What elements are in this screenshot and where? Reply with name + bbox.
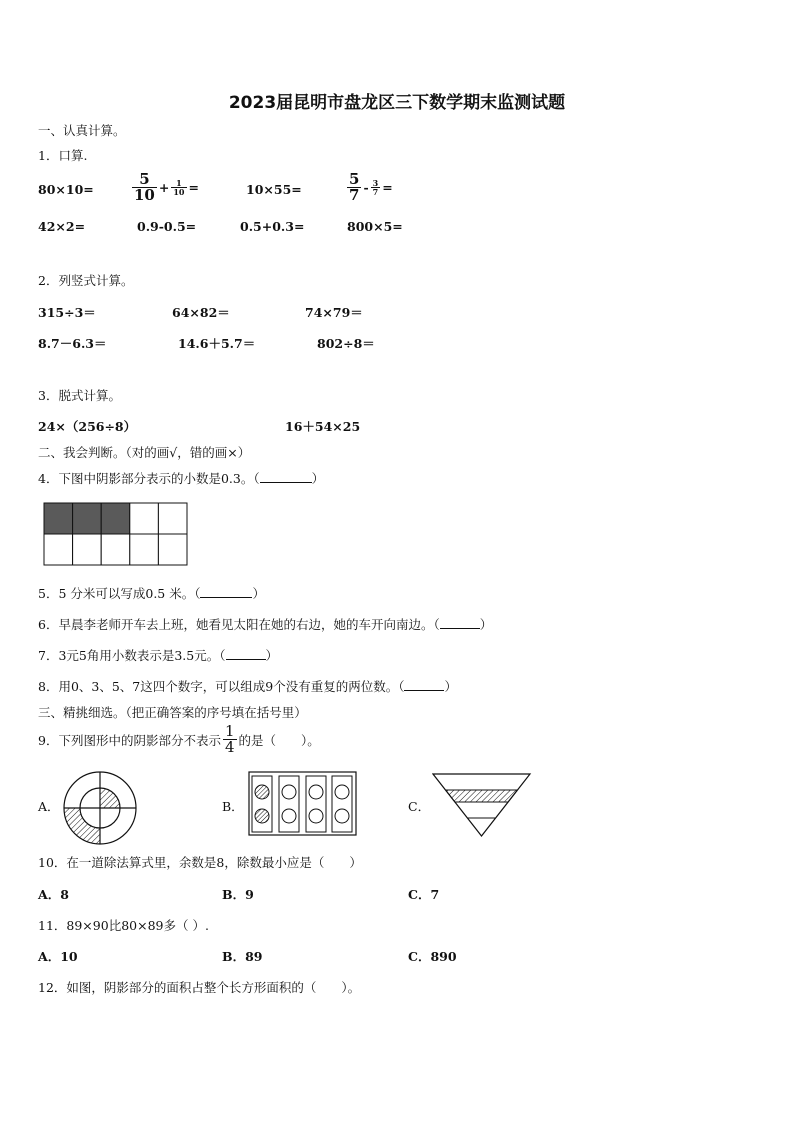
page-title: 2023届昆明市盘龙区三下数学期末监测试题: [228, 93, 566, 113]
q9-option-a: A．: [38, 799, 60, 814]
section1-heading: 一、认真计算。: [38, 123, 126, 138]
q2-item: 64×82＝: [172, 305, 230, 320]
q6: 6．早晨李老师开车去上班，她看见太阳在她的右边，她的车开向南边。（ ）: [38, 617, 493, 632]
answer-blank: [260, 472, 312, 483]
q11-option: C．890: [408, 949, 457, 964]
q9: 9．下列图形中的阴影部分不表示 $\frac{1}{4}$ 的是（ ）。: [38, 722, 320, 756]
q4: 4．下图中阴影部分表示的小数是0.3。（ ）: [38, 471, 325, 486]
q10-option: A．8: [38, 887, 69, 902]
q11-option: A．10: [38, 949, 78, 964]
answer-blank: [440, 618, 480, 629]
q1-item: 42×2=: [38, 219, 86, 234]
q8: 8．用0、3、5、7这四个数字，可以组成9个没有重复的两位数。（ ）: [38, 679, 457, 694]
q7: 7．3元5角用小数表示是3.5元。（ ）: [38, 648, 279, 663]
section3-heading: 三、精挑细选。（把正确答案的序号填在括号里）: [38, 705, 307, 720]
fraction: $\frac{1}{10}$: [173, 178, 185, 197]
q1-frac-item: $\frac{5}{10}$ + $\frac{1}{10}$ =: [134, 170, 199, 204]
q5: 5．5 分米可以写成0.5 米。（ ）: [38, 586, 265, 601]
fraction: $\frac{3}{7}$: [372, 178, 379, 197]
decimal-grid: [43, 502, 189, 566]
q3-item: 24×（256÷8）: [38, 419, 137, 434]
q1-item: 80×10=: [38, 182, 94, 197]
section2-heading: 二、我会判断。（对的画√，错的画×）: [38, 445, 251, 460]
q1-item: 0.9-0.5=: [137, 219, 197, 234]
q11: 11．89×90比80×89多（ ）.: [38, 918, 209, 933]
grid-cell: [73, 534, 102, 565]
grid-cell: [158, 534, 187, 565]
q1-item: 800×5=: [347, 219, 403, 234]
circles-box-figure: [248, 771, 358, 837]
q1-label: 1．口算.: [38, 148, 88, 163]
answer-blank: [226, 649, 266, 660]
q2-item: 315÷3＝: [38, 305, 96, 320]
triangle-figure: [432, 772, 532, 838]
grid-cell: [130, 503, 159, 534]
fraction: $\frac{5}{10}$: [134, 170, 155, 204]
answer-blank: [200, 587, 252, 598]
fraction: $\frac{1}{4}$: [224, 722, 235, 756]
q2-label: 2．列竖式计算。: [38, 273, 134, 288]
q2-item: 14.6＋5.7＝: [178, 336, 256, 351]
q12: 12．如图，阴影部分的面积占整个长方形面积的（ ）。: [38, 980, 361, 995]
q9-option-b: B．: [222, 799, 244, 814]
grid-cell: [44, 534, 73, 565]
q9-option-c: C．: [408, 799, 431, 814]
grid-cell: [130, 534, 159, 565]
grid-cell: [158, 503, 187, 534]
q3-label: 3．脱式计算。: [38, 388, 121, 403]
q10-option: B．9: [222, 887, 254, 902]
q10: 10．在一道除法算式里，余数是8，除数最小应是（ ）: [38, 855, 362, 870]
ring-circle-figure: [62, 770, 138, 846]
q1-item: 0.5+0.3=: [240, 219, 305, 234]
q2-item: 8.7－6.3＝: [38, 336, 107, 351]
q10-option: C．7: [408, 887, 440, 902]
q3-item: 16＋54×25: [285, 419, 361, 434]
q11-option: B．89: [222, 949, 263, 964]
q2-item: 802÷8＝: [317, 336, 375, 351]
grid-cell: [101, 534, 130, 565]
q1-item: 10×55=: [246, 182, 302, 197]
grid-cell-shaded: [73, 503, 102, 534]
grid-cell-shaded: [101, 503, 130, 534]
q2-item: 74×79＝: [305, 305, 363, 320]
q1-frac-item: $\frac{5}{7}$ - $\frac{3}{7}$ =: [349, 170, 393, 204]
answer-blank: [404, 680, 444, 691]
fraction: $\frac{5}{7}$: [349, 170, 360, 204]
grid-cell-shaded: [44, 503, 73, 534]
